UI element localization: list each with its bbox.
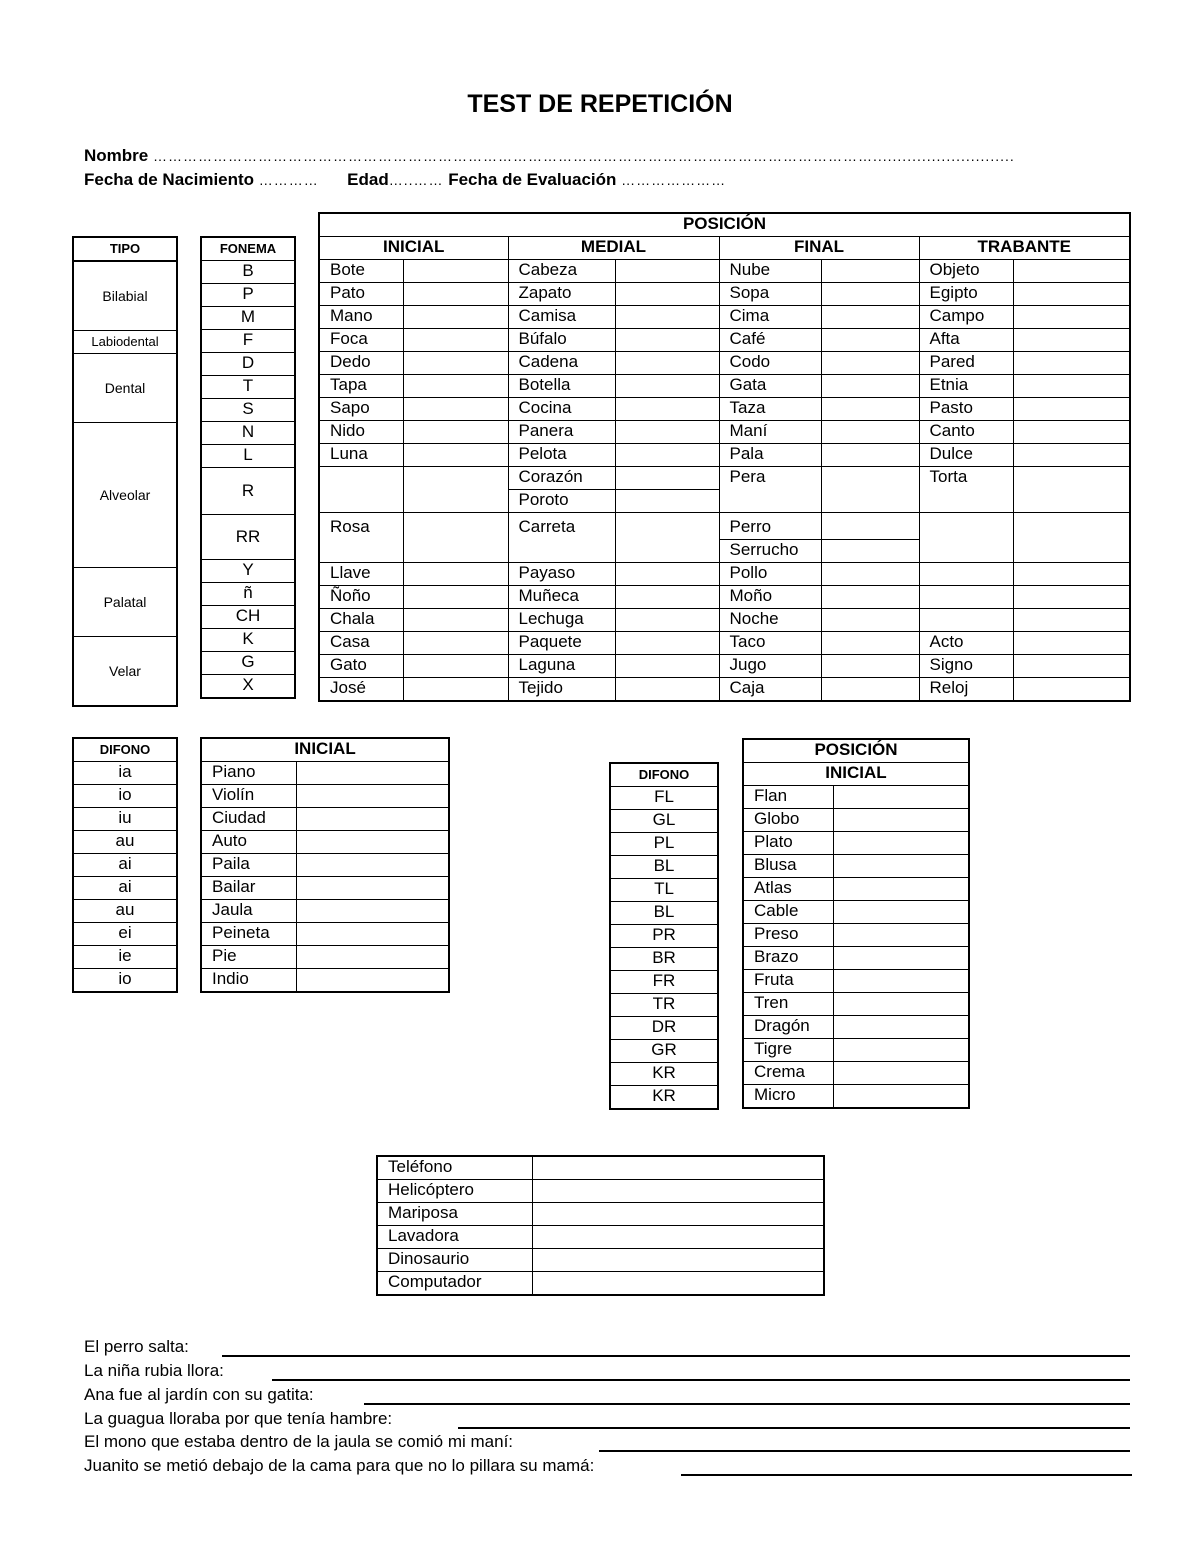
answer-cell[interactable] (821, 375, 919, 398)
answer-cell[interactable] (821, 586, 919, 609)
difono-vocal-column (72, 737, 178, 993)
answer-cell[interactable] (1013, 421, 1130, 444)
answer-cell[interactable] (296, 831, 449, 854)
word-cell: Pie (201, 946, 296, 969)
fonema-cell: X (201, 675, 295, 699)
answer-cell[interactable] (403, 283, 508, 306)
tipo-velar: Velar (73, 637, 177, 707)
difono-cons-words (742, 738, 970, 1109)
answer-line[interactable] (458, 1427, 1130, 1429)
word-cell: Torta (919, 467, 1013, 513)
edad-field[interactable]: …..…… (388, 172, 444, 188)
answer-cell[interactable] (615, 329, 719, 352)
word-cell: Micro (743, 1085, 833, 1109)
fecha-evaluacion-field[interactable]: ………………… (621, 172, 727, 188)
word-cell: Cadena (508, 352, 615, 375)
word-cell: Lavadora (377, 1226, 532, 1249)
answer-cell[interactable] (1013, 398, 1130, 421)
tipo-bilabial: Bilabial (73, 262, 177, 331)
answer-cell[interactable] (821, 632, 919, 655)
word-cell: Payaso (508, 563, 615, 586)
word-cell: Paquete (508, 632, 615, 655)
answer-cell[interactable] (403, 513, 508, 563)
answer-cell[interactable] (615, 678, 719, 702)
word-cell: Búfalo (508, 329, 615, 352)
word-cell: Pera (719, 467, 821, 513)
polysyllabic-table (376, 1155, 825, 1296)
difono-cell: ie (73, 946, 177, 969)
answer-cell[interactable] (1013, 655, 1130, 678)
tipo-header: TIPO (73, 237, 177, 261)
word-cell: Casa (319, 632, 403, 655)
answer-cell[interactable] (1013, 467, 1130, 513)
fonema-cell: N (201, 422, 295, 445)
fonema-cell: T (201, 376, 295, 399)
col-header-medial: MEDIAL (508, 237, 719, 260)
word-cell: Sapo (319, 398, 403, 421)
difono-cell: BL (610, 902, 718, 925)
answer-cell[interactable] (1013, 306, 1130, 329)
fonema-cell: K (201, 629, 295, 652)
difono-cell: au (73, 831, 177, 854)
answer-cell[interactable] (821, 513, 919, 540)
word-cell: Gata (719, 375, 821, 398)
fonema-cell: Y (201, 560, 295, 583)
sentence: El mono que estaba dentro de la jaula se comió mi maní: (84, 1432, 514, 1451)
word-cell: Poroto (508, 490, 615, 513)
fonema-cell: M (201, 307, 295, 330)
answer-cell[interactable] (403, 655, 508, 678)
fecha-nacimiento-label: Fecha de Nacimiento (84, 170, 255, 189)
answer-cell[interactable] (833, 993, 969, 1016)
tipo-alveolar: Alveolar (73, 423, 177, 568)
answer-cell[interactable] (403, 352, 508, 375)
word-cell: Corazón (508, 467, 615, 490)
difono-cell: io (73, 969, 177, 993)
answer-cell[interactable] (615, 655, 719, 678)
answer-cell[interactable] (821, 352, 919, 375)
answer-cell[interactable] (821, 306, 919, 329)
word-cell (919, 609, 1013, 632)
word-cell: Signo (919, 655, 1013, 678)
difono-cell: ia (73, 762, 177, 785)
answer-cell[interactable] (532, 1226, 824, 1249)
difono-cell: io (73, 785, 177, 808)
word-cell: Moño (719, 586, 821, 609)
word-cell: Taza (719, 398, 821, 421)
fecha-evaluacion-label: Fecha de Evaluación (448, 170, 617, 189)
answer-cell[interactable] (615, 632, 719, 655)
tipo-dental: Dental (73, 354, 177, 423)
answer-cell[interactable] (833, 901, 969, 924)
answer-cell[interactable] (833, 1039, 969, 1062)
word-cell: Taco (719, 632, 821, 655)
answer-cell[interactable] (403, 467, 508, 513)
fonema-cell: G (201, 652, 295, 675)
difono-cell: PR (610, 925, 718, 948)
fonema-cell: CH (201, 606, 295, 629)
answer-cell[interactable] (821, 398, 919, 421)
word-cell: Fruta (743, 970, 833, 993)
answer-cell[interactable] (296, 877, 449, 900)
difono-vocal-words (200, 737, 450, 993)
answer-cell[interactable] (833, 1062, 969, 1085)
posicion-table (318, 212, 1131, 702)
word-cell: Mariposa (377, 1203, 532, 1226)
answer-cell[interactable] (532, 1203, 824, 1226)
fonema-cell: R (201, 468, 295, 515)
difono-cell: TL (610, 879, 718, 902)
col-header-trabante: TRABANTE (919, 237, 1130, 260)
answer-cell[interactable] (403, 632, 508, 655)
answer-cell[interactable] (821, 655, 919, 678)
word-cell: Perro (719, 513, 821, 540)
difono-cell: BL (610, 856, 718, 879)
answer-cell[interactable] (615, 421, 719, 444)
word-cell: Brazo (743, 947, 833, 970)
fonema-cell: ñ (201, 583, 295, 606)
answer-cell[interactable] (1013, 609, 1130, 632)
answer-cell[interactable] (403, 563, 508, 586)
word-cell: Atlas (743, 878, 833, 901)
word-cell: Jugo (719, 655, 821, 678)
word-cell: Flan (743, 786, 833, 809)
answer-cell[interactable] (1013, 283, 1130, 306)
word-cell: Pala (719, 444, 821, 467)
fonema-table (200, 236, 296, 699)
word-cell: Panera (508, 421, 615, 444)
word-cell: Plato (743, 832, 833, 855)
difono-cell: ei (73, 923, 177, 946)
answer-cell[interactable] (532, 1272, 824, 1296)
answer-cell[interactable] (1013, 260, 1130, 283)
difono-cell: GL (610, 810, 718, 833)
word-cell: Llave (319, 563, 403, 586)
word-cell (919, 586, 1013, 609)
word-cell: Café (719, 329, 821, 352)
nombre-row (84, 146, 1015, 166)
word-cell: Sopa (719, 283, 821, 306)
answer-cell[interactable] (403, 398, 508, 421)
word-cell: José (319, 678, 403, 702)
answer-cell[interactable] (615, 260, 719, 283)
nombre-label: Nombre (84, 146, 149, 165)
word-cell: Muñeca (508, 586, 615, 609)
answer-cell[interactable] (833, 809, 969, 832)
answer-cell[interactable] (1013, 352, 1130, 375)
word-cell: Nube (719, 260, 821, 283)
difono-cell: iu (73, 808, 177, 831)
answer-cell[interactable] (403, 329, 508, 352)
dates-row (84, 170, 726, 190)
difono-cell: DR (610, 1017, 718, 1040)
fonema-cell: S (201, 399, 295, 422)
difono-header: DIFONO (73, 738, 177, 762)
answer-cell[interactable] (403, 375, 508, 398)
word-cell: Caja (719, 678, 821, 702)
word-cell (319, 467, 403, 513)
fonema-cell: L (201, 445, 295, 468)
word-cell: Pared (919, 352, 1013, 375)
answer-cell[interactable] (833, 832, 969, 855)
difono-cell: BR (610, 948, 718, 971)
nombre-field[interactable]: ………………………………………………………………………………………………………………………………............................. (152, 148, 1015, 164)
sentence: La guagua lloraba por que tenía hambre: (84, 1409, 393, 1428)
fonema-cell: B (201, 261, 295, 284)
word-cell: Jaula (201, 900, 296, 923)
word-cell: Teléfono (377, 1156, 532, 1180)
answer-cell[interactable] (403, 306, 508, 329)
tipo-labiodental: Labiodental (73, 331, 177, 354)
word-cell: Zapato (508, 283, 615, 306)
difono-cons-column (609, 762, 719, 1110)
answer-cell[interactable] (615, 352, 719, 375)
word-cell: Pasto (919, 398, 1013, 421)
word-cell: Crema (743, 1062, 833, 1085)
edad-label: Edad (347, 170, 389, 189)
word-cell: Cima (719, 306, 821, 329)
answer-cell[interactable] (821, 421, 919, 444)
difono-cell: FL (610, 787, 718, 810)
answer-cell[interactable] (833, 924, 969, 947)
answer-line[interactable] (681, 1474, 1132, 1476)
answer-cell[interactable] (403, 609, 508, 632)
word-cell: Peineta (201, 923, 296, 946)
answer-cell[interactable] (615, 467, 719, 490)
answer-cell[interactable] (833, 878, 969, 901)
word-cell: Auto (201, 831, 296, 854)
word-cell: Campo (919, 306, 1013, 329)
answer-cell[interactable] (296, 946, 449, 969)
word-cell: Cable (743, 901, 833, 924)
tipo-palatal: Palatal (73, 568, 177, 637)
fonema-cell: P (201, 284, 295, 307)
posicion-header: POSICIÓN (319, 213, 1130, 237)
word-cell: Afta (919, 329, 1013, 352)
answer-cell[interactable] (403, 678, 508, 702)
difono-cell: TR (610, 994, 718, 1017)
word-cell: Indio (201, 969, 296, 993)
answer-cell[interactable] (532, 1180, 824, 1203)
answer-cell[interactable] (403, 421, 508, 444)
word-cell: Objeto (919, 260, 1013, 283)
answer-cell[interactable] (296, 808, 449, 831)
word-cell: Tren (743, 993, 833, 1016)
word-cell: Dinosaurio (377, 1249, 532, 1272)
tipo-table (72, 236, 178, 707)
answer-cell[interactable] (532, 1156, 824, 1180)
word-cell: Camisa (508, 306, 615, 329)
difono-cell: GR (610, 1040, 718, 1063)
word-cell: Paila (201, 854, 296, 877)
answer-cell[interactable] (1013, 632, 1130, 655)
answer-cell[interactable] (615, 444, 719, 467)
answer-cell[interactable] (296, 900, 449, 923)
difono-cell: PL (610, 833, 718, 856)
answer-line[interactable] (599, 1450, 1130, 1452)
word-cell: Helicóptero (377, 1180, 532, 1203)
answer-cell[interactable] (833, 970, 969, 993)
answer-cell[interactable] (296, 854, 449, 877)
word-cell: Dragón (743, 1016, 833, 1039)
answer-cell[interactable] (833, 1016, 969, 1039)
word-cell: Bailar (201, 877, 296, 900)
answer-line[interactable] (222, 1355, 1130, 1357)
answer-line[interactable] (364, 1403, 1130, 1405)
word-cell: Rosa (319, 513, 403, 563)
answer-cell[interactable] (1013, 513, 1130, 563)
word-cell (919, 563, 1013, 586)
answer-cell[interactable] (615, 306, 719, 329)
answer-cell[interactable] (1013, 329, 1130, 352)
answer-cell[interactable] (615, 609, 719, 632)
difono-header: DIFONO (610, 763, 718, 787)
word-cell: Globo (743, 809, 833, 832)
answer-cell[interactable] (615, 586, 719, 609)
answer-cell[interactable] (833, 947, 969, 970)
answer-cell[interactable] (615, 563, 719, 586)
answer-cell[interactable] (821, 329, 919, 352)
difono-cell: KR (610, 1063, 718, 1086)
word-cell: Pelota (508, 444, 615, 467)
answer-cell[interactable] (296, 785, 449, 808)
answer-cell[interactable] (821, 260, 919, 283)
answer-cell[interactable] (1013, 444, 1130, 467)
posicion-header: POSICIÓN (743, 739, 969, 763)
answer-cell[interactable] (833, 786, 969, 809)
answer-cell[interactable] (1013, 563, 1130, 586)
answer-cell[interactable] (821, 283, 919, 306)
word-cell: Computador (377, 1272, 532, 1296)
answer-cell[interactable] (403, 586, 508, 609)
word-cell: Dulce (919, 444, 1013, 467)
answer-cell[interactable] (821, 540, 919, 563)
difono-cell: FR (610, 971, 718, 994)
word-cell: Laguna (508, 655, 615, 678)
inicial-header: INICIAL (743, 763, 969, 786)
word-cell: Carreta (508, 513, 615, 563)
fonema-cell: D (201, 353, 295, 376)
sentence: Juanito se metió debajo de la cama para que no lo pillara su mamá: (84, 1456, 595, 1475)
answer-cell[interactable] (403, 260, 508, 283)
col-header-final: FINAL (719, 237, 919, 260)
word-cell: Lechuga (508, 609, 615, 632)
word-cell: Ñoño (319, 586, 403, 609)
answer-cell[interactable] (296, 969, 449, 993)
answer-cell[interactable] (821, 678, 919, 702)
sentence: Ana fue al jardín con su gatita: (84, 1385, 314, 1404)
answer-cell[interactable] (1013, 678, 1130, 702)
word-cell: Botella (508, 375, 615, 398)
answer-cell[interactable] (296, 762, 449, 785)
sentence: La niña rubia llora: (84, 1361, 224, 1380)
word-cell: Dedo (319, 352, 403, 375)
answer-cell[interactable] (1013, 375, 1130, 398)
word-cell: Canto (919, 421, 1013, 444)
word-cell: Tapa (319, 375, 403, 398)
page-title: TEST DE REPETICIÓN (467, 90, 733, 118)
inicial-header: INICIAL (201, 738, 449, 762)
word-cell: Maní (719, 421, 821, 444)
word-cell: Noche (719, 609, 821, 632)
word-cell: Cabeza (508, 260, 615, 283)
word-cell: Codo (719, 352, 821, 375)
word-cell: Luna (319, 444, 403, 467)
word-cell: Chala (319, 609, 403, 632)
word-cell: Tigre (743, 1039, 833, 1062)
word-cell: Violín (201, 785, 296, 808)
difono-cell: au (73, 900, 177, 923)
answer-cell[interactable] (615, 398, 719, 421)
answer-cell[interactable] (296, 923, 449, 946)
word-cell: Ciudad (201, 808, 296, 831)
word-cell: Bote (319, 260, 403, 283)
answer-cell[interactable] (615, 375, 719, 398)
word-cell: Preso (743, 924, 833, 947)
answer-line[interactable] (272, 1379, 1130, 1381)
answer-cell[interactable] (403, 444, 508, 467)
answer-cell[interactable] (1013, 586, 1130, 609)
answer-cell[interactable] (615, 513, 719, 563)
difono-cell: KR (610, 1086, 718, 1110)
answer-cell[interactable] (821, 444, 919, 467)
answer-cell[interactable] (821, 467, 919, 513)
word-cell: Etnia (919, 375, 1013, 398)
fonema-header: FONEMA (201, 237, 295, 261)
word-cell: Gato (319, 655, 403, 678)
word-cell: Serrucho (719, 540, 821, 563)
word-cell (919, 513, 1013, 563)
word-cell: Reloj (919, 678, 1013, 702)
word-cell: Tejido (508, 678, 615, 702)
answer-cell[interactable] (833, 1085, 969, 1109)
col-header-inicial: INICIAL (319, 237, 508, 260)
sentence: El perro salta: (84, 1337, 189, 1356)
answer-cell[interactable] (615, 490, 719, 513)
word-cell: Mano (319, 306, 403, 329)
answer-cell[interactable] (532, 1249, 824, 1272)
word-cell: Pato (319, 283, 403, 306)
fonema-cell: F (201, 330, 295, 353)
answer-cell[interactable] (821, 563, 919, 586)
difono-cell: ai (73, 854, 177, 877)
word-cell: Piano (201, 762, 296, 785)
answer-cell[interactable] (615, 283, 719, 306)
word-cell: Foca (319, 329, 403, 352)
word-cell: Egipto (919, 283, 1013, 306)
word-cell: Nido (319, 421, 403, 444)
word-cell: Cocina (508, 398, 615, 421)
word-cell: Pollo (719, 563, 821, 586)
fecha-nacimiento-field[interactable]: ………… (258, 172, 319, 188)
answer-cell[interactable] (821, 609, 919, 632)
difono-cell: ai (73, 877, 177, 900)
word-cell: Acto (919, 632, 1013, 655)
word-cell: Blusa (743, 855, 833, 878)
answer-cell[interactable] (833, 855, 969, 878)
fonema-cell: RR (201, 515, 295, 560)
